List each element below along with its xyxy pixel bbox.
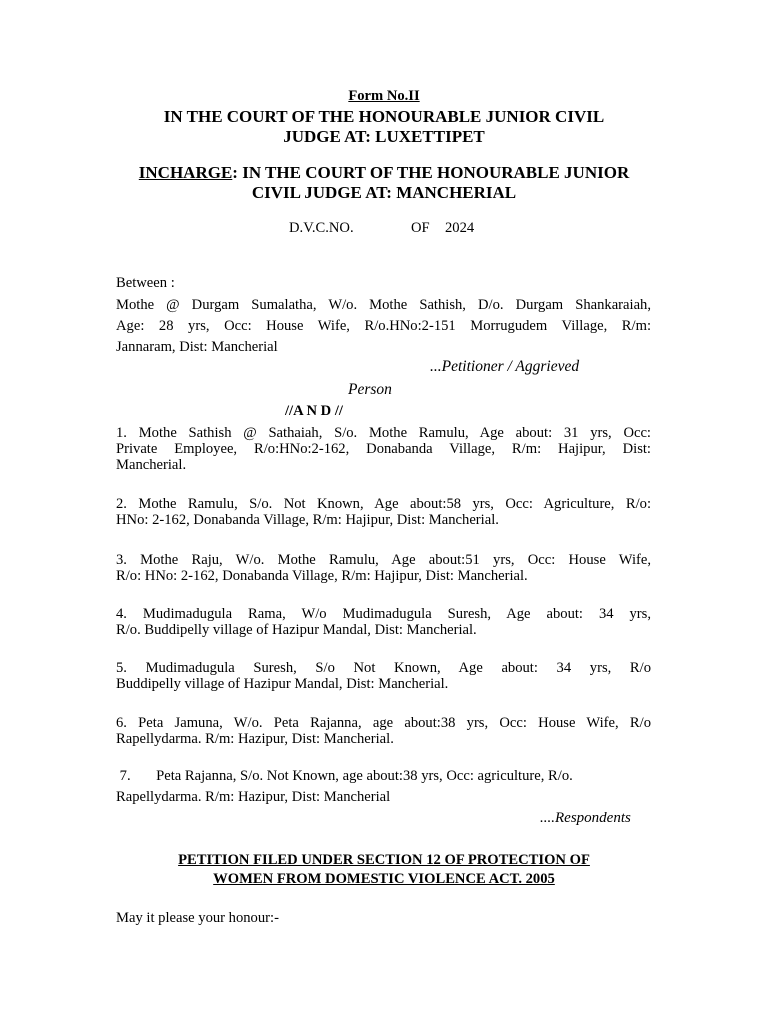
respondent-5	[116, 660, 651, 692]
respondent-line: 6. Peta Jamuna, W/o. Peta Rajanna, age about:38 yrs, Occ: House Wife, R/o	[116, 715, 651, 731]
incharge-line-1	[0, 163, 768, 183]
respondent-line: 3. Mothe Raju, W/o. Mothe Ramulu, Age about:51 yrs, Occ: House Wife,	[116, 552, 651, 568]
petitioner-line: Jannaram, Dist: Mancherial	[116, 339, 278, 355]
respondent-line: R/o: HNo: 2-162, Donabanda Village, R/m: Hajipur, Dist: Mancherial.	[116, 568, 528, 584]
form-number: Form No.II	[348, 88, 420, 104]
court-title-line-1: IN THE COURT OF THE HONOURABLE JUNIOR CIVIL	[163, 107, 605, 126]
incharge-line-1-rest: : IN THE COURT OF THE HONOURABLE JUNIOR	[232, 163, 630, 182]
salutation: May it please your honour:-	[116, 910, 279, 926]
respondent-6	[116, 715, 651, 747]
between-label: Between :	[116, 275, 175, 291]
petitioner-details	[116, 295, 651, 358]
respondent-7-line-2: Rapellydarma. R/m: Hazipur, Dist: Mancherial	[116, 789, 391, 805]
respondent-line: 5. Mudimadugula Suresh, S/o Not Known, Age about: 34 yrs, R/o	[116, 660, 651, 676]
respondent-7-line-1: 7. Peta Rajanna, S/o. Not Known, age about:38 yrs, Occ: agriculture, R/o.	[116, 768, 573, 784]
petitioner-role-line-1: ...Petitioner / Aggrieved	[430, 358, 580, 375]
court-title-line-2: JUDGE AT: LUXETTIPET	[283, 127, 485, 146]
case-number-of: OF	[411, 220, 430, 236]
respondent-line: R/o. Buddipelly village of Hazipur Mandal, Dist: Mancherial.	[116, 622, 477, 638]
respondent-line: 1. Mothe Sathish @ Sathaiah, S/o. Mothe Ramulu, Age about: 31 yrs, Occ:	[116, 425, 651, 441]
petitioner-role-line-2: Person	[348, 381, 392, 398]
petition-heading-line-1: PETITION FILED UNDER SECTION 12 OF PROTECTION OF	[178, 852, 590, 868]
respondents-role: ....Respondents	[540, 810, 631, 826]
respondent-1	[116, 425, 651, 473]
respondent-3	[116, 552, 651, 584]
petition-heading-line-2: WOMEN FROM DOMESTIC VIOLENCE ACT. 2005	[213, 871, 555, 887]
respondent-line: Rapellydarma. R/m: Hazipur, Dist: Mancherial.	[116, 731, 394, 747]
respondent-line: Mancherial.	[116, 457, 187, 473]
case-number-year: 2024	[445, 220, 475, 236]
incharge-label: INCHARGE	[138, 163, 233, 182]
petitioner-line: Age: 28 yrs, Occ: House Wife, R/o.HNo:2-151 Morrugudem Village, R/m:	[116, 318, 651, 334]
respondent-4	[116, 606, 651, 638]
and-separator: //A N D //	[285, 403, 343, 419]
case-number-label: D.V.C.NO.	[289, 220, 354, 236]
respondent-line: 4. Mudimadugula Rama, W/o Mudimadugula Suresh, Age about: 34 yrs,	[116, 606, 651, 622]
respondent-line: Buddipelly village of Hazipur Mandal, Dist: Mancherial.	[116, 676, 449, 692]
respondent-line: HNo: 2-162, Donabanda Village, R/m: Hajipur, Dist: Mancherial.	[116, 512, 499, 528]
respondent-line: 2. Mothe Ramulu, S/o. Not Known, Age about:58 yrs, Occ: Agriculture, R/o:	[116, 496, 651, 512]
incharge-line-2: CIVIL JUDGE AT: MANCHERIAL	[251, 183, 517, 202]
petitioner-line: Mothe @ Durgam Sumalatha, W/o. Mothe Sathish, D/o. Durgam Shankaraiah,	[116, 297, 651, 313]
respondent-line: Private Employee, R/o:HNo:2-162, Donabanda Village, R/m: Hajipur, Dist:	[116, 441, 651, 457]
respondent-2	[116, 496, 651, 528]
